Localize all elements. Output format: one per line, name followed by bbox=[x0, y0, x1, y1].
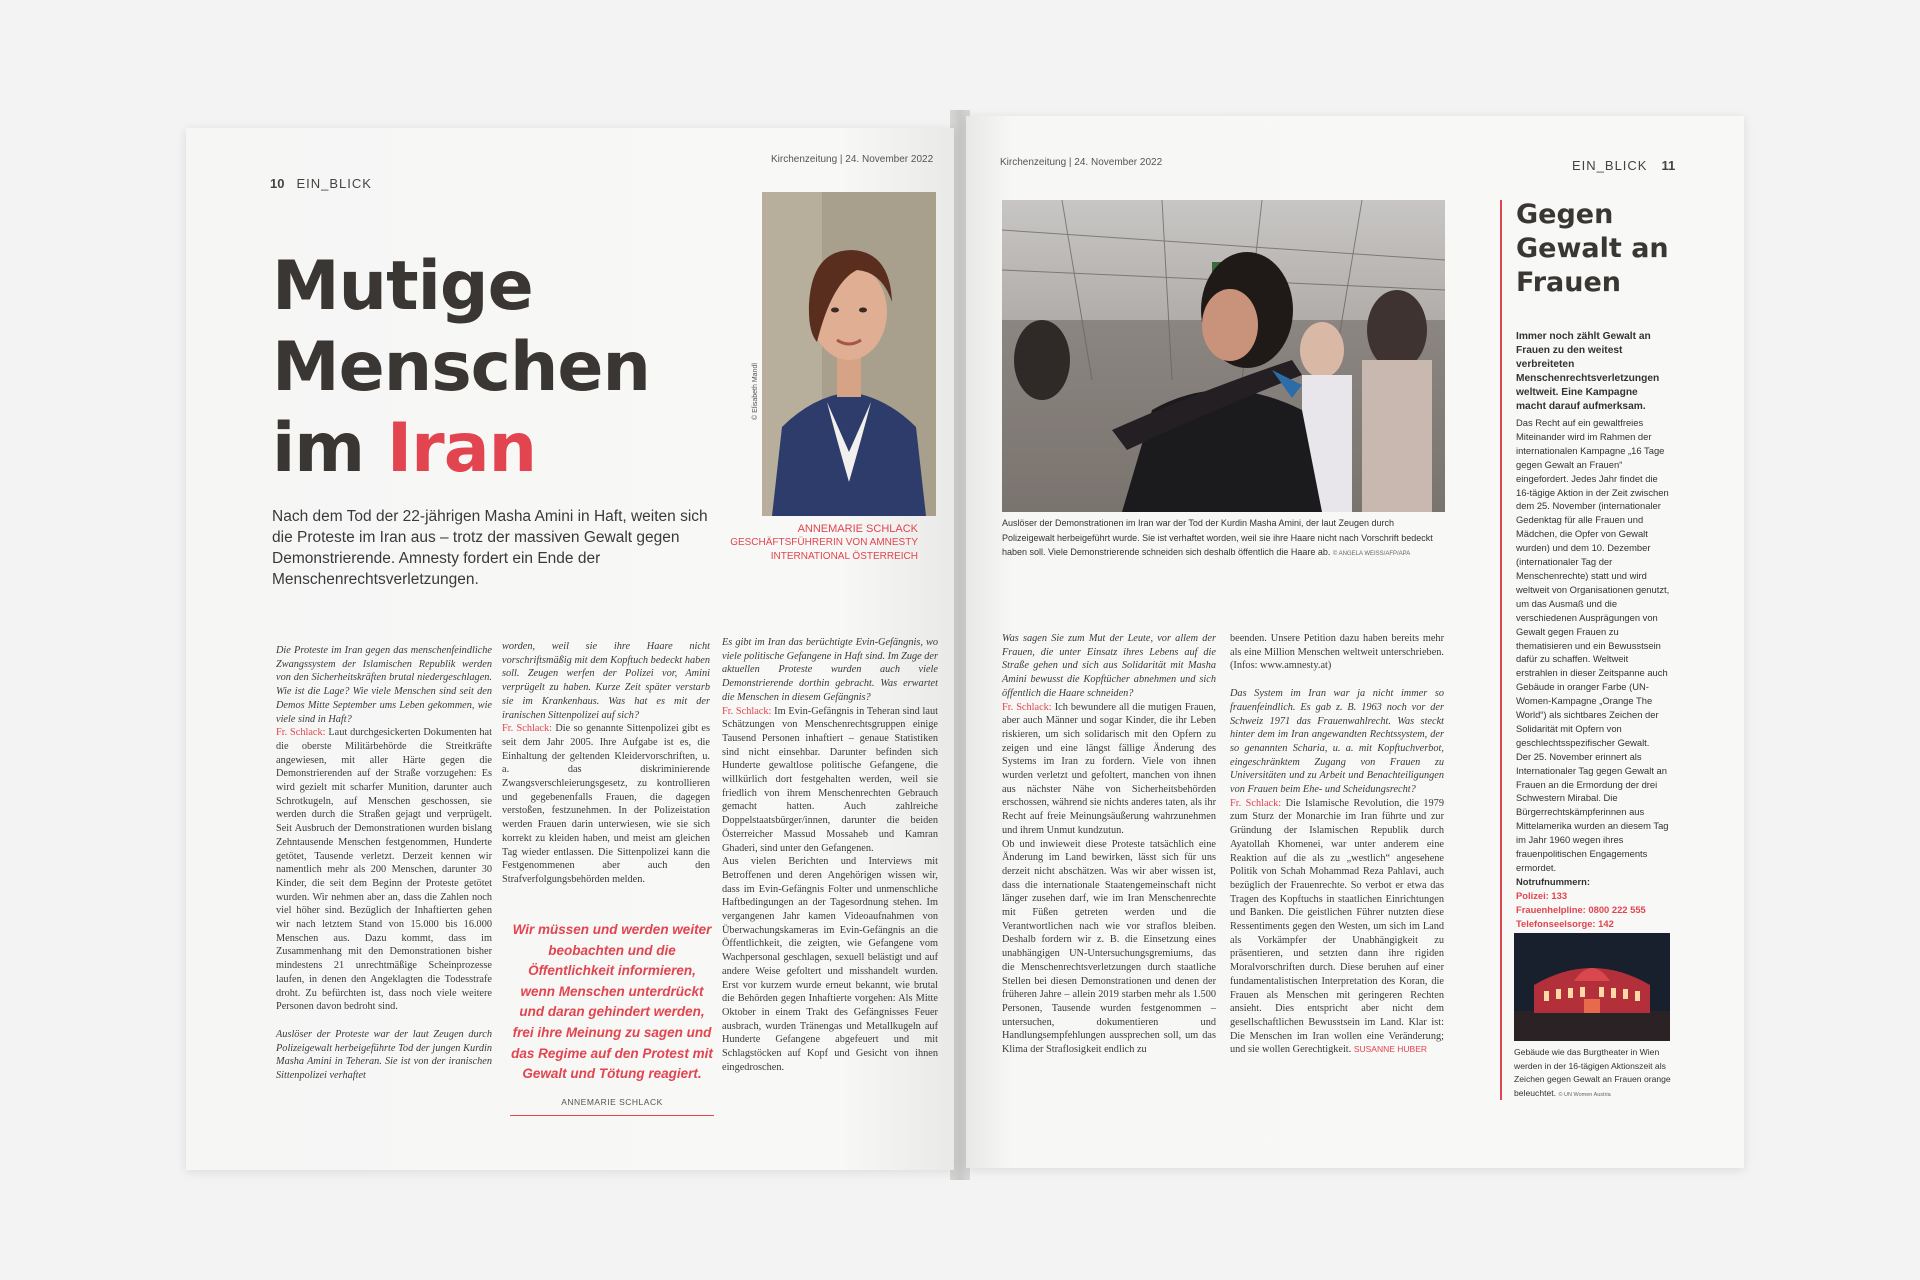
speaker-label: Fr. Schlack: bbox=[276, 727, 326, 739]
protest-image bbox=[1002, 200, 1445, 512]
answer-3b: Aus vielen Berichten und Interviews mit Betroffenen und deren Angehörigen wissen wir, dass im Evin-Gefängnis Folter und unmenschliche Haftbedingungen an der Tagesordnung stehen. Im vergangenen Jahr kamen Videoaufnahmen von Überwachungskameras im Evin-Gefängnis an die Öffentlichkeit, die zeigten, wie Gefangene vom Wachpersonal geschlagen, sexuell belästigt und auf andere Weise gefoltert und misshandelt wurden. Erst vor kurzem wurde erneut bekannt, wie brutal die Behörden gegen Inhaftierte vorgehen: Als Mitte Oktober in einem Trakt des Gefängnisses Feuer ausbrach, wurden Tränengas und Metallkugeln auf Hunderte Gefangene abgefeuert und mit Schlagstöcken auf Kopf und Gesicht von ihnen eingedroschen. bbox=[722, 856, 938, 1073]
lead-paragraph: Nach dem Tod der 22-jährigen Masha Amini in Haft, weiten sich die Proteste im Iran aus – trotz der massiven Gewalt gegen Demonstrierende. Amnesty fordert ein Ende der Menschenrechtsverletzungen. bbox=[272, 508, 708, 588]
answer-5-text: Die Islamische Revolution, die 1979 zum Sturz der Monarchie im Iran führte und zur Gründung der Islamischen Republik durch Ayatollah Khomenei, war unter anderem eine Reaktion auf die als zu „westlich“ angesehene Politik von Schah Mohammad Reza Pahlavi, auch bezüglich der Frauenrechte. So verbot er etwa das Tragen des Kopftuchs in staatlichen Einrichtungen und Banken. Die geistlichen Führer nutzten diese Ressentiments gegen den Westen, um sich im Land als Vorkämpfer der Unabhängigkeit zu präsentieren, und setzten dann ihre rigiden Moralvorschriften durch. Diese beruhen auf einer fundamentalistischen Interpretation des Koran, die Frauen als Menschen mit geringeren Rechten ansieht. Dies entspricht aber nicht dem gesellschaftlichen Bewusstsein im Land. Klar ist: Die Menschen im Iran wollen eine Veränderung; und sie wollen Gerechtigkeit. bbox=[1230, 797, 1444, 1056]
right-column-2 bbox=[1230, 632, 1444, 1057]
answer-4 bbox=[1002, 701, 1216, 838]
headline-line-3 bbox=[272, 408, 650, 489]
pull-quote-author: ANNEMARIE SCHLACK bbox=[561, 1096, 663, 1107]
question-1: Die Proteste im Iran gegen das menschenfeindliche Zwangssystem der Islamischen Republik werden von den Sicherheitskräften brutal niedergeschlagen. Wie ist die Lage? Wie viele Menschen sind seit den Demos Mitte September ums Leben gekommen, wie viele sind in Haft? bbox=[276, 645, 492, 725]
question-2-cont: worden, weil sie ihre Haare nicht vorschriftsmäßig mit dem Kopftuch bedeckt haben soll. Zeugen werfen der Polizei vor, Amini verprügelt zu haben. Kurze Zeit später verstarb sie im Krankenhaus. Was hat es mit der iranischen Sittenpolizei auf sich? bbox=[502, 641, 710, 721]
question-4: Was sagen Sie zum Mut der Leute, vor allem der Frauen, die unter Einsatz ihres Lebens auf die Straße gehen und sich aus Solidarität mit Masha Amini bewusst die Kopftücher abnehmen und sich öffentlich die Haare schneiden? bbox=[1002, 633, 1216, 699]
portrait-image bbox=[762, 192, 936, 516]
sidebar-headline-1: Gegen bbox=[1516, 199, 1614, 230]
sidebar-lead: Immer noch zählt Gewalt an Frauen zu den weitest verbreiteten Menschenrechtsverletzungen weltweit. Eine Kampagne macht darauf aufmerksam. bbox=[1516, 331, 1660, 412]
kirchenzeitung-label: Kirchenzeitung | 24. November 2022 bbox=[771, 154, 934, 165]
sidebar-headline-2: Gewalt an bbox=[1516, 233, 1669, 264]
headline-iran: Iran bbox=[386, 409, 536, 488]
paragraph-gap bbox=[276, 1014, 492, 1028]
sidebar-headline-3: Frauen bbox=[1516, 267, 1622, 298]
answer-5 bbox=[1230, 797, 1444, 1057]
sidebar-headline bbox=[1516, 198, 1669, 300]
speaker-label: Fr. Schlack: bbox=[722, 705, 772, 717]
sidebar-rule bbox=[1500, 200, 1502, 1100]
question-3: Es gibt im Iran das berüchtigte Evin-Gefängnis, wo viele politische Gefangene in Haft sind. Im Zuge der aktuellen Proteste wurden auch viele Demonstrierende dorthin gebracht. Was erwartet die Menschen in diesem Gefängnis? bbox=[722, 637, 938, 703]
answer-2 bbox=[502, 722, 710, 886]
speaker-label: Fr. Schlack: bbox=[1002, 701, 1052, 713]
left-column-3 bbox=[722, 636, 938, 1075]
answer-2-text: Die so genannte Sittenpolizei gibt es seit dem Jahr 2005. Ihre Aufgabe ist es, die Einhaltung der geltenden Kleidervorschriften, u. a. das diskriminierende Zwangsverschleierungsgesetz, zu kontrollieren und gegebenenfalls Frauen, die dagegen verstoßen, festzunehmen. In der Polizeistation werden Frauen darin unterwiesen, wie sie sich korrekt zu kleiden haben, und meist am gleichen Tag wieder entlassen. Die Sittenpolizei kann die Festgenommenen aber auch den Strafverfolgungsbehörden melden. bbox=[502, 723, 711, 885]
portrait-credit: © Elisabeth Mandl bbox=[752, 363, 759, 420]
answer-4b: Ob und inwieweit diese Proteste tatsächlich eine Änderung im Land bewirken, lässt sich für uns derzeit nicht abschätzen. Was wir aber wissen ist, dass die internationale Staatengemeinschaft nicht länger zusehen darf, wie im Iran Menschenrechte mit Füßen getreten werden und die Verantwortlichen nach wie vor straflos bleiben. Deshalb fordern wir z. B. die Einsetzung eines unabhängigen UN-Untersuchungsgremiums, das die Menschenrechtsverletzungen durch staatliche Stellen bei diesen Demonstrationen und denen der früheren Jahre – allein 2019 starben mehr als 1.500 Personen, Tausende wurden festgenommen – untersuchen, dokumentieren und Handlungsempfehlungen aussprechen soll, um das Klima der Straflosigkeit endlich zu bbox=[1002, 838, 1216, 1056]
answer-3 bbox=[722, 705, 938, 856]
question-5: Das System im Iran war ja nicht immer so frauenfeindlich. Es gab z. B. 1963 noch vor der Schweiz 1971 das Frauenwahlrecht. Was steckt hinter dem im Iran angewandten Rechtssystem, der so genannten Scharia, u. a. mit Kopftuchverbot, eingeschränktem Zugang von Frauen zu Universitäten und zu Arbeit und Benachteiligungen von Frauen beim Ehe- und Scheidungsrecht? bbox=[1230, 688, 1444, 796]
photo-credit: © ANGELA WEISS/AFP/APA bbox=[1332, 551, 1411, 557]
answer-4-text: Ich bewundere all die mutigen Frauen, aber auch Männer und sogar Kinder, die ihr Leben riskieren, um sich solidarisch mit den Opfern zu zeigen und eine längst fällige Änderung des Systems im Iran zu fordern. Viele von ihnen wurden verletzt und gefoltert, manchen von ihnen aus nächster Nähe von Sicherheitsbehörden erschossen, während sie nichts anderes taten, als ihr Recht auf freie Meinungsäußerung wahrzunehmen und ihrem Unmut kundzutun. bbox=[1002, 701, 1216, 836]
headline-line-1: Mutige bbox=[272, 247, 533, 326]
headline-line-2: Menschen bbox=[272, 328, 650, 407]
left-column-1 bbox=[276, 644, 492, 1083]
emergency-police: Polizei: 133 bbox=[1516, 889, 1568, 901]
pull-quote bbox=[510, 920, 714, 1116]
page-number-right: 11 bbox=[1661, 158, 1676, 173]
pull-quote-text: Wir müssen und werden weiter beobachten und die Öffentlichkeit informieren, wenn Menschen unterdrückt und daran gehindert werden, frei ihre Meinung zu sagen und das Regime auf den Protest mit Gewalt und Tötung reagiert. bbox=[511, 922, 713, 1082]
answer-3-text: Im Evin-Gefängnis in Teheran sind laut Schätzungen von Menschenrechtsgruppen einige Tausend Personen inhaftiert – genaue Statistiken sind nicht einsehbar. Darunter befinden sich Hunderte gewaltlose politische Gefangene, die willkürlich dort festgehalten werden, weil sie friedlich von ihrem Menschenrechten Gebrauch gemacht hatten. Auch zahlreiche Doppelstaatsbürger/innen, darunter die beiden Österreicher Massud Mossaheb und Kamran Ghaderi, sind unter den Gefangenen. bbox=[722, 705, 938, 854]
protest-photo bbox=[1002, 200, 1445, 512]
sidebar-body-text-2: Der 25. November erinnert als Internationaler Tag gegen Gewalt an Frauen an die Ermordung der drei Schwestern Mirabal. Die Bürgerrechtskämpferinnen aus Mittelamerika wurden an diesem Tag im Jahr 1960 wegen ihres frauenpolitischen Engagements ermordet. bbox=[1516, 750, 1669, 873]
portrait-name: ANNEMARIE SCHLACK bbox=[797, 523, 918, 535]
kirchenzeitung-label-right: Kirchenzeitung | 24. November 2022 bbox=[1000, 157, 1163, 168]
portrait-role-1: GESCHÄFTSFÜHRERIN VON AMNESTY bbox=[730, 537, 918, 548]
emergency-numbers-label: Notrufnummern: bbox=[1516, 875, 1590, 887]
section-label: EIN_BLICK bbox=[296, 176, 372, 191]
right-page-header bbox=[1572, 158, 1675, 173]
left-column-2 bbox=[502, 640, 710, 887]
headline-im: im bbox=[272, 409, 365, 488]
sidebar-body-text: Das Recht auf ein gewaltfreies Miteinander wird im Rahmen der internationalen Kampagne „16 Tage gegen Gewalt an Frauen“ eingefordert. Jedes Jahr findet die 16-tägige Aktion in der Zeit zwischen dem 25. November (internationaler Gedenktag für alle Frauen und Mädchen, die Opfer von Gewalt wurden) und dem 10. Dezember (internationaler Tag der Menschenrechte) statt und wird weltweit von Organisationen genutzt, um das Ausmaß und die verschiedenen Ausprägungen von Gewalt gegen Frauen zu thematisieren und ein Bewusstsein dafür zu schaffen. Weltweit erstrahlen in dieser Zeitspanne auch Gebäude in oranger Farbe (UN-Women-Kampagne „Orange The World“) als sichtbares Zeichen der Solidarität mit Opfern von geschlechtsspezifischer Gewalt. bbox=[1516, 417, 1670, 748]
headline bbox=[272, 246, 650, 489]
burgtheater-photo bbox=[1514, 933, 1670, 1041]
portrait-photo bbox=[762, 192, 936, 516]
portrait-caption bbox=[730, 522, 918, 564]
photo-caption-text: Auslöser der Demonstrationen im Iran war der Tod der Kurdin Masha Amini, der laut Zeugen durch Polizeigewalt herbeigeführt wurde. Sie ist verhaftet worden, weil sie ihre Haare nicht nach Vorschrift bedeckt haben soll. Viele Demonstrierende schneiden sich deshalb öffentlich die Haare ab. bbox=[1002, 518, 1433, 557]
portrait-role-2: INTERNATIONAL ÖSTERREICH bbox=[770, 551, 918, 562]
photo-caption bbox=[1002, 516, 1445, 562]
page-number: 10 bbox=[270, 176, 285, 191]
author-credit: SUSANNE HUBER bbox=[1353, 1044, 1428, 1055]
burgtheater-caption-text: Gebäude wie das Burgtheater in Wien werden in der 16-tägigen Aktionszeit als Zeichen gegen Gewalt an Frauen orange beleuchtet. bbox=[1514, 1047, 1671, 1098]
answer-1-text: Laut durchgesickerten Dokumenten hat die oberste Militärbehörde die Streitkräfte angewiesen, mit aller Härte gegen die Demonstrierenden auf der Straße vorzugehen: Es wird gezielt mit scharfer Munition, darunter auch Schrotkugeln, auf Menschen geschossen, sie werden durch die Straßen gejagt und verprügelt. Seit Ausbruch der Demonstrationen wurden bislang Zehntausende Menschen festgenommen, Hunderte getötet, Tausende verletzt. Derzeit kennen wir namentlich mehr als 200 Menschen, darunter 30 Kinder, die seit dem Beginn der Proteste getötet wurden. Wir nehmen aber an, dass die Zahlen noch viel höher sind. Bezüglich der Inhaftierten gehen wir nach letztem Stand von 15.000 bis 16.000 Menschen aus. Dazu kommt, dass im Zusammenhang mit den Demonstrationen bisher mindestens 21 unrechtmäßige Scheinprozesse laufen, in denen den Angeklagten die Todesstrafe droht. Zu befürchten ist, dass noch viele weitere Personen davon bedroht sind. bbox=[276, 727, 492, 1013]
sidebar-body bbox=[1516, 416, 1671, 931]
answer-1 bbox=[276, 726, 492, 1014]
burgtheater-credit: © UN Women Austria bbox=[1558, 1091, 1611, 1098]
paragraph-gap bbox=[1230, 673, 1444, 687]
speaker-label: Fr. Schlack: bbox=[1230, 797, 1282, 809]
burgtheater-image bbox=[1514, 933, 1670, 1041]
section-label-right: EIN_BLICK bbox=[1572, 158, 1648, 173]
burgtheater-caption bbox=[1514, 1046, 1674, 1102]
left-page-header bbox=[270, 176, 372, 191]
answer-4c: beenden. Unsere Petition dazu haben bereits mehr als eine Million Menschen weltweit unterschrieben. (Infos: www.amnesty.at) bbox=[1230, 633, 1444, 672]
right-column-1 bbox=[1002, 632, 1216, 1057]
speaker-label: Fr. Schlack: bbox=[502, 723, 552, 735]
emergency-women-helpline: Frauenhelpline: 0800 222 555 bbox=[1516, 903, 1646, 915]
emergency-telefonseelsorge: Telefonseelsorge: 142 bbox=[1516, 917, 1614, 929]
question-2-start: Auslöser der Proteste war der laut Zeugen durch Polizeigewalt herbeigeführte Tod der jungen Kurdin Masha Amini in Teheran. Sie ist von der iranischen Sittenpolizei verhaftet bbox=[276, 1028, 492, 1082]
